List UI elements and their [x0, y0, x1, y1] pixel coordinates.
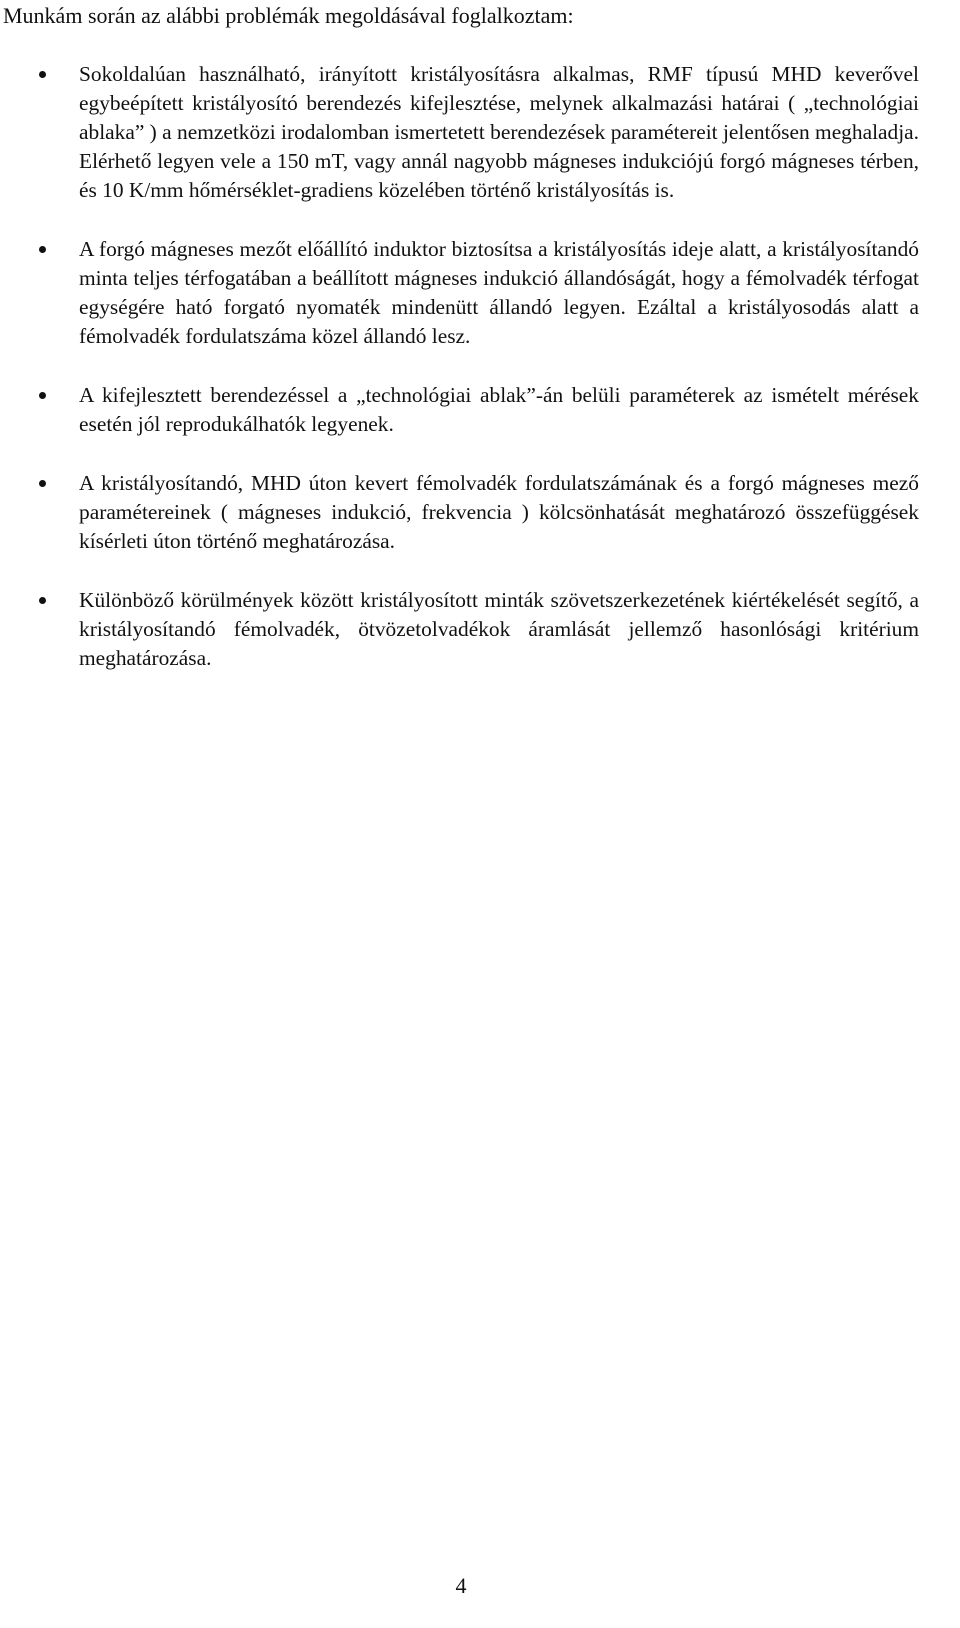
- bullet-icon: [39, 597, 46, 604]
- list-item-text: A kifejlesztett berendezéssel a „technológiai ablak”-án belüli paraméterek az ismételt mérések esetén jól reprodukálhatók legyenek.: [79, 383, 919, 436]
- list-item: [0, 469, 919, 556]
- bullet-list: [0, 60, 960, 703]
- bullet-icon: [39, 71, 46, 78]
- list-item: [0, 235, 919, 351]
- list-item: [0, 60, 919, 205]
- list-item-text: A forgó mágneses mezőt előállító induktor biztosítsa a kristályosítás ideje alatt, a kristályosítandó minta teljes térfogatában a beállított mágneses indukció állandóságát, hogy a fémolvadék térfogat egységére ható forgató nyomaték mindenütt állandó legyen. Ezáltal a kristályosodás alatt a fémolvadék fordulatszáma közel állandó lesz.: [79, 237, 919, 348]
- bullet-icon: [39, 480, 46, 487]
- page-number: 4: [455, 1573, 467, 1598]
- list-item-text: Különböző körülmények között kristályosított minták szövetszerkezetének kiértékelését segítő, a kristályosítandó fémolvadék, ötvözetolvadékok áramlását jellemző hasonlósági kritérium meghatározása.: [79, 588, 919, 670]
- list-item: [0, 586, 919, 673]
- intro-paragraph: Munkám során az alábbi problémák megoldásával foglalkoztam:: [3, 3, 574, 28]
- bullet-icon: [39, 246, 46, 253]
- list-item-text: Sokoldalúan használható, irányított kristályosításra alkalmas, RMF típusú MHD keverővel egybeépített kristályosító berendezés kifejlesztése, melynek alkalmazási határai ( „technológiai ablaka” ) a nemzetközi irodalomban ismertetett berendezések paramétereit jelentősen meghaladja. Elérhető legyen vele a 150 mT, vagy annál nagyobb mágneses indukciójú forgó mágneses térben, és 10 K/mm hőmérséklet-gradiens közelében történő kristályosítás is.: [79, 62, 919, 202]
- list-item-text: A kristályosítandó, MHD úton kevert fémolvadék fordulatszámának és a forgó mágneses mező paramétereinek ( mágneses indukció, frekvencia ) kölcsönhatását meghatározó összefüggések kísérleti úton történő meghatározása.: [79, 471, 919, 553]
- list-item: [0, 381, 919, 439]
- bullet-icon: [39, 392, 46, 399]
